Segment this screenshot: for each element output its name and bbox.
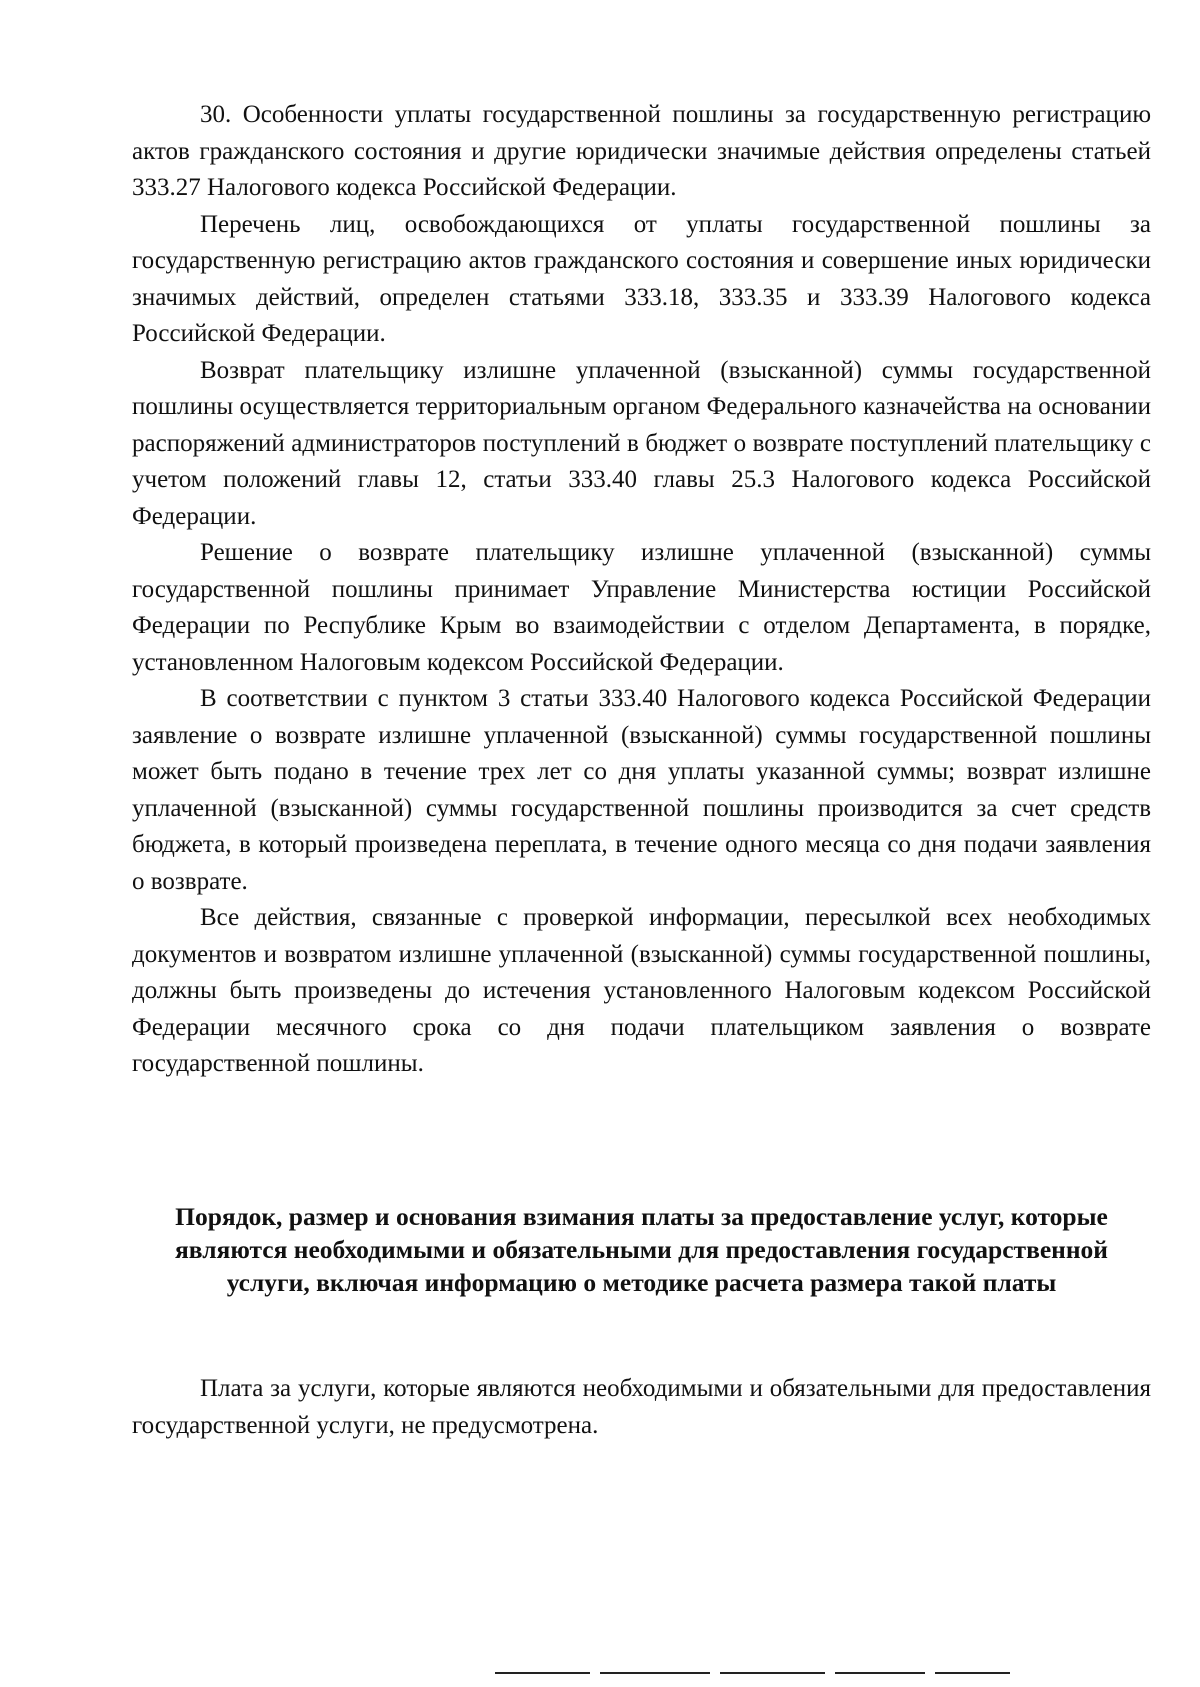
footer-divider xyxy=(935,1672,1010,1674)
paragraph-fee: Плата за услуги, которые являются необходимыми и обязательными для предоставления государственной услуги, не предусмотрена. xyxy=(132,1375,1151,1439)
paragraph-refund-decision: Решение о возврате плательщику излишне уплаченной (взысканной) суммы государственной пошлины принимает Управление Министерства юстиции Российской Федерации по Республике Крым во взаимодействии с отделом Департамента, в порядке, установленном Налоговым кодексом Российской Федерации. xyxy=(132,539,1151,676)
paragraph-refund-actions: Все действия, связанные с проверкой информации, пересылкой всех необходимых документов и возвратом излишне уплаченной (взысканной) суммы государственной пошлины, должны быть произведены до истечения установленного Налоговым кодексом Российской Федерации месячного срока со дня подачи плательщиком заявления о возврате государственной пошлины. xyxy=(132,904,1151,1077)
section-heading: Порядок, размер и основания взимания платы за предоставление услуг, которые являются необходимыми и обязательными для предоставления государственной услуги, включая информацию о методике расчета размера такой платы xyxy=(174,1202,1108,1297)
paragraph-30: 30. Особенности уплаты государственной пошлины за государственную регистрацию актов гражданского состояния и другие юридически значимые действия определены статьей 333.27 Налогового кодекса Российской Федерации. xyxy=(132,101,1151,201)
footer-divider xyxy=(495,1672,590,1674)
footer-divider xyxy=(835,1672,925,1674)
body-text xyxy=(132,97,1151,1083)
paragraph-exempt-persons: Перечень лиц, освобождающихся от уплаты государственной пошлины за государственную регистрацию актов гражданского состояния и совершение иных юридически значимых действий, определен статьями 333.18, 333.35 и 333.39 Налогового кодекса Российской Федерации. xyxy=(132,210,1151,347)
footer-divider xyxy=(720,1672,825,1674)
footer-divider xyxy=(600,1672,710,1674)
paragraph-refund: Возврат плательщику излишне уплаченной (взысканной) суммы государственной пошлины осуществляется территориальным органом Федерального казначейства на основании распоряжений администраторов поступлений в бюджет о возврате поступлений плательщику с учетом положений главы 12, статьи 333.40 главы 25.3 Налогового кодекса Российской Федерации. xyxy=(132,356,1151,530)
paragraph-refund-application: В соответствии с пунктом 3 статьи 333.40 Налогового кодекса Российской Федерации заявление о возврате излишне уплаченной (взысканной) суммы государственной пошлины может быть подано в течение трех лет со дня уплаты указанной суммы; возврат излишне уплаченной (взысканной) суммы государственной пошлины производится за счет средств бюджета, в который произведена переплата, в течение одного месяца со дня подачи заявления о возврате. xyxy=(132,685,1151,895)
section-body xyxy=(132,1371,1151,1444)
